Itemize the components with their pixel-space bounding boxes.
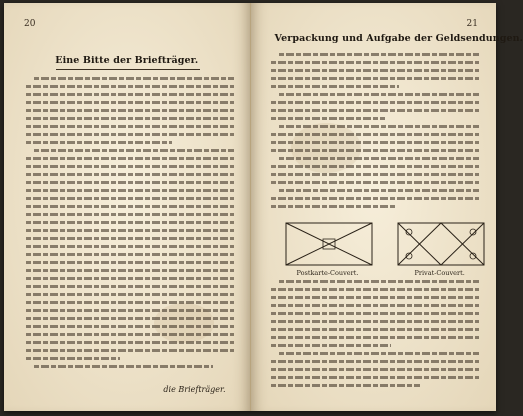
- article-text: [26, 77, 234, 373]
- section-text-lower: [271, 280, 479, 392]
- signature: die Briefträger.: [163, 385, 226, 394]
- envelope-diagram-icon: [397, 222, 485, 266]
- page-number: 21: [466, 19, 478, 29]
- book-spread: [4, 3, 523, 411]
- section-text-upper: [271, 53, 479, 213]
- figure-caption: Postkarte-Couvert.: [296, 269, 359, 277]
- heading-rule: [56, 69, 200, 70]
- left-page: [4, 3, 251, 411]
- page-number: 20: [24, 19, 36, 29]
- envelope-diagram-icon: [285, 222, 373, 266]
- page-heading: Eine Bitte der Briefträger.: [55, 55, 199, 66]
- private-envelope-figure: [397, 222, 485, 266]
- figure-caption: Privat-Couvert.: [414, 269, 465, 277]
- right-page: [251, 3, 523, 411]
- postal-envelope-figure: [285, 222, 373, 266]
- page-heading: Verpackung und Aufgabe der Geldsendungen.: [274, 33, 523, 44]
